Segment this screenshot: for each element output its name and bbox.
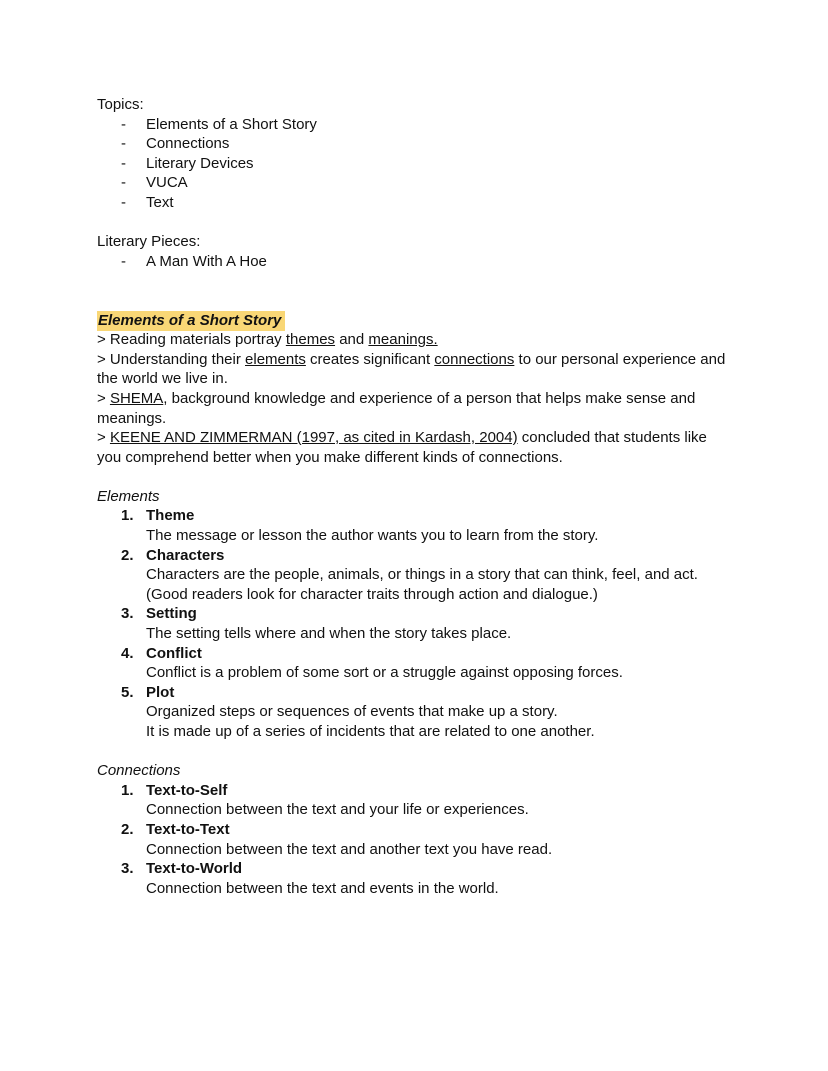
list-item-text: A Man With A Hoe	[146, 252, 267, 270]
underlined-term: connections	[434, 350, 515, 368]
topic-item	[97, 154, 731, 174]
connections-list	[97, 781, 731, 899]
item-title: Text-to-World	[146, 860, 243, 878]
topic-item	[97, 173, 731, 193]
item-number: 3.	[121, 860, 134, 878]
note-line	[97, 330, 731, 350]
item-number: 3.	[121, 605, 134, 623]
item-title: Text-to-Text	[146, 820, 230, 838]
dash-bullet: -	[121, 252, 126, 270]
underlined-term: meanings.	[368, 331, 438, 349]
blank-line	[97, 271, 731, 310]
item-description: Organized steps or sequences of events that make up a story.	[146, 703, 558, 721]
element-item	[97, 506, 731, 545]
item-description: Conflict is a problem of some sort or a struggle against opposing forces.	[146, 664, 623, 682]
note-text: >	[97, 389, 110, 407]
item-title: Theme	[146, 507, 195, 525]
dash-bullet: -	[121, 135, 126, 153]
blank-line	[97, 213, 731, 233]
element-item	[97, 683, 731, 742]
note-text: , background knowledge and experience of a person that helps make sense and meanings.	[97, 389, 696, 427]
dash-bullet: -	[121, 154, 126, 172]
item-number: 5.	[121, 683, 134, 701]
underlined-term: SHEMA	[109, 389, 164, 407]
item-title: Conflict	[146, 644, 202, 662]
underlined-term: KEENE AND ZIMMERMAN (1997, as cited in Kardash, 2004)	[109, 429, 518, 447]
section-title: Elements of a Short Story	[97, 311, 285, 331]
topic-item	[97, 193, 731, 213]
element-item	[97, 644, 731, 683]
note-text: creates significant	[305, 350, 435, 368]
connection-item	[97, 781, 731, 820]
blank-line	[97, 742, 731, 762]
note-text: > Understanding their	[97, 350, 246, 368]
underlined-term: themes	[285, 331, 336, 349]
item-title-row	[97, 546, 731, 566]
item-description: The message or lesson the author wants you to learn from the story.	[146, 527, 599, 545]
item-title-row	[97, 859, 731, 879]
item-title-row	[97, 820, 731, 840]
item-number: 2.	[121, 820, 134, 838]
item-title: Setting	[146, 605, 197, 623]
item-description: It is made up of a series of incidents that are related to one another.	[146, 723, 595, 740]
topics-label: Topics:	[97, 96, 144, 113]
note-text: > Reading materials portray	[97, 331, 286, 349]
section-notes	[97, 330, 731, 467]
item-description: Connection between the text and your life or experiences.	[146, 801, 529, 819]
underlined-term: elements	[245, 350, 306, 368]
item-number: 1.	[121, 507, 134, 525]
connections-heading: Connections	[97, 762, 181, 780]
topics-list	[97, 115, 731, 213]
item-title: Characters	[146, 546, 225, 564]
item-number: 1.	[121, 781, 134, 799]
item-number: 2.	[121, 546, 134, 564]
item-description: (Good readers look for character traits through action and dialogue.)	[146, 585, 598, 603]
item-number: 4.	[121, 644, 134, 662]
dash-bullet: -	[121, 174, 126, 192]
connection-item	[97, 859, 731, 898]
note-text: concluded that students like you comprehend better when you make different kinds of connections.	[97, 429, 707, 466]
item-title-row	[97, 781, 731, 801]
note-line	[97, 389, 731, 428]
elements-list	[97, 506, 731, 741]
item-title: Plot	[146, 683, 175, 701]
item-title-row	[97, 604, 731, 624]
item-title-row	[97, 506, 731, 526]
note-line	[97, 428, 731, 467]
topic-item	[97, 115, 731, 135]
connection-item	[97, 820, 731, 859]
item-title-row	[97, 644, 731, 664]
item-description: The setting tells where and when the story takes place.	[146, 625, 512, 643]
list-item-text: Connections	[146, 135, 230, 153]
list-item-text: Elements of a Short Story	[146, 115, 317, 133]
list-item-text: VUCA	[146, 174, 188, 192]
item-title-row	[97, 683, 731, 703]
elements-heading: Elements	[97, 487, 160, 505]
dash-bullet: -	[121, 115, 126, 133]
item-description: Connection between the text and another text you have read.	[146, 840, 553, 858]
item-description: Connection between the text and events in the world.	[146, 879, 499, 897]
literary-pieces-list	[97, 252, 731, 272]
list-item-text: Text	[146, 193, 174, 211]
literary-pieces-label: Literary Pieces:	[97, 233, 201, 251]
topic-item	[97, 134, 731, 154]
element-item	[97, 546, 731, 605]
literary-piece-item	[97, 252, 731, 272]
note-text: and	[335, 331, 369, 349]
item-title: Text-to-Self	[146, 781, 228, 799]
element-item	[97, 604, 731, 643]
section-heading	[97, 311, 731, 331]
dash-bullet: -	[121, 193, 126, 211]
item-description: Characters are the people, animals, or things in a story that can think, feel, and act.	[146, 566, 698, 584]
note-text: to our personal experience and the world we live in.	[97, 350, 726, 388]
note-text: >	[97, 429, 110, 447]
note-line	[97, 350, 731, 389]
list-item-text: Literary Devices	[146, 154, 254, 172]
blank-line	[97, 467, 731, 487]
